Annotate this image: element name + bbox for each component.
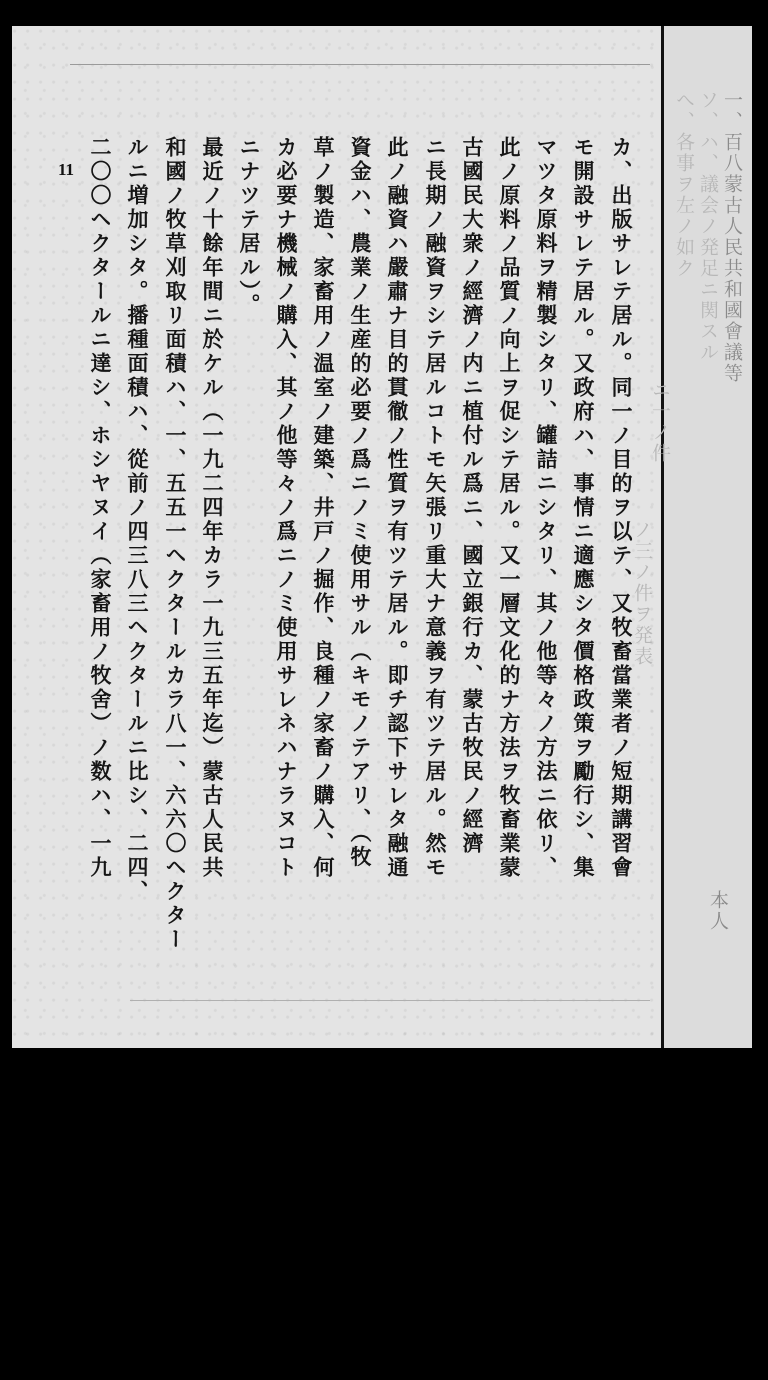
faint-column-2: ソ、ハ、議会ノ発足ニ関スル: [697, 90, 719, 363]
bottom-rule: [130, 1000, 650, 1001]
faint-column-1: 一、百八蒙古人民共和國會議等: [721, 90, 743, 384]
faint-column-4: ニ一ノ件: [649, 380, 671, 464]
text-column-10: カ必要ナ機械ノ購入、其ノ他等々ノ爲ニノミ使用サレネハナラヌコト: [274, 136, 299, 880]
faint-column-5: ノ三ノ件ヲ発表: [631, 520, 653, 667]
faint-column-3: へ、各事ヲ左ノ如ク: [673, 90, 695, 279]
text-column-4: 此ノ原料ノ品質ノ向上ヲ促シテ居ル。又一層文化的ナ方法ヲ牧畜業蒙: [497, 136, 522, 880]
text-column-2: モ開設サレテ居ル。又政府ハ、事情ニ適應シタ價格政策ヲ勵行シ、集: [571, 136, 596, 880]
top-rule: [70, 64, 650, 65]
text-column-12: 最近ノ十餘年間ニ於ケル（一九二四年カラ一九三五年迄）蒙古人民共: [200, 136, 225, 880]
text-column-9: 草ノ製造、家畜用ノ温室ノ建築、井戸ノ掘作、良種ノ家畜ノ購入、何: [311, 136, 336, 880]
text-column-3: マツタ原料ヲ精製シタリ、罐詰ニシタリ、其ノ他等々ノ方法ニ依リ、: [534, 136, 559, 880]
text-column-5: 古國民大衆ノ經濟ノ内ニ植付ル爲ニ、國立銀行カ、蒙古牧民ノ經濟: [460, 136, 485, 856]
page-number: 11: [58, 160, 75, 179]
text-column-13: 和國ノ牧草刈取リ面積ハ、一、五五一ヘクタールカラ八一、六六〇ヘクター: [163, 136, 188, 952]
text-column-14: ルニ増加シタ。播種面積ハ、從前ノ四三八三ヘクタールニ比シ、二四、: [125, 136, 150, 904]
faint-column-6: 本人: [707, 890, 729, 932]
text-column-15: 二〇〇ヘクタールニ達シ、ホシヤヌイ（家畜用ノ牧舍）ノ数ハ、一九: [88, 136, 113, 880]
text-column-6: ニ長期ノ融資ヲシテ居ルコトモ矢張リ重大ナ意義ヲ有ツテ居ル。然モ: [423, 136, 448, 880]
text-column-8: 資金ハ、農業ノ生産的必要ノ爲ニノミ使用サル（キモノテアリ、（牧: [348, 136, 373, 870]
text-column-11: ニナツテ居ル）。: [237, 136, 262, 318]
text-column-1: カ、出版サレテ居ル。同一ノ目的ヲ以テ、又牧畜當業者ノ短期講習會: [609, 136, 634, 880]
text-column-7: 此ノ融資ハ嚴肅ナ目的貫徹ノ性質ヲ有ツテ居ル。即チ認下サレタ融通: [385, 136, 410, 880]
